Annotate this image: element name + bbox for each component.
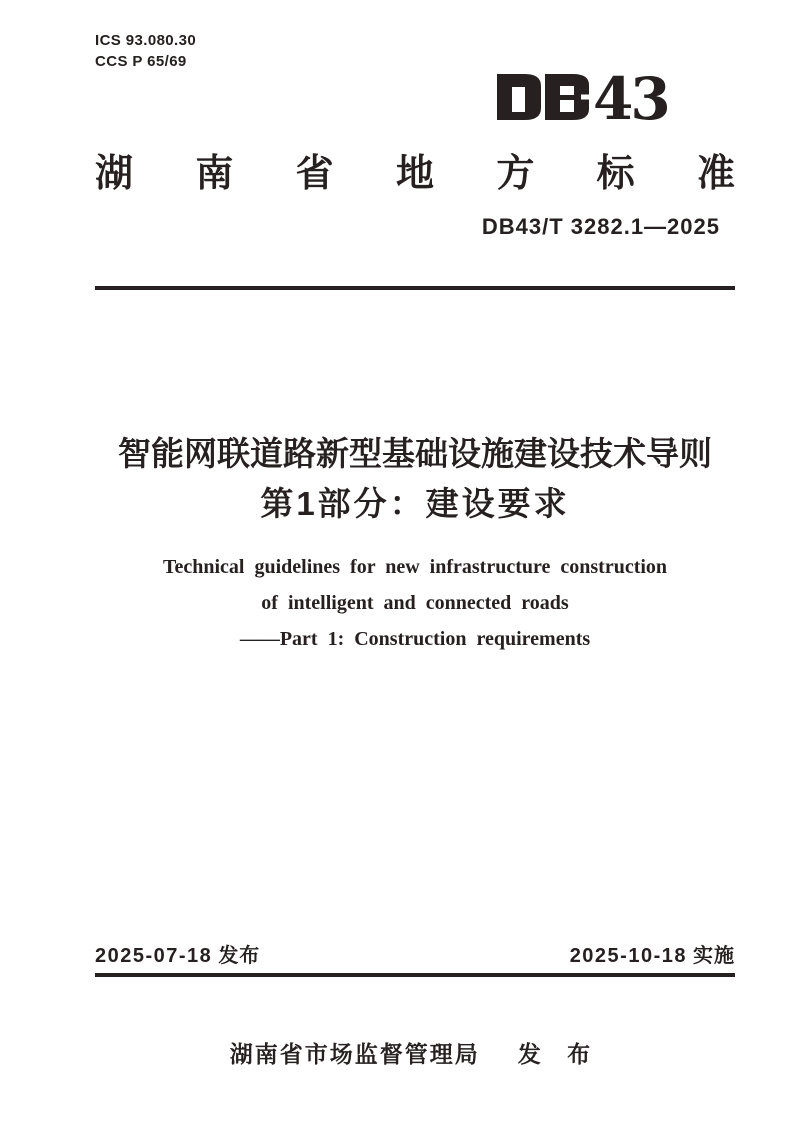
implement-date-group	[570, 944, 735, 968]
title-en-line1: Technical guidelines for new infrastructure construction	[162, 556, 668, 578]
category-char: 湖	[95, 153, 134, 195]
standard-category-title	[95, 152, 735, 196]
category-char: 方	[496, 153, 535, 195]
publish-action-label: 发 布	[517, 1041, 601, 1067]
category-char: 南	[195, 153, 234, 195]
issue-date-group	[95, 944, 260, 968]
title-en-line2: of intelligent and connected roads	[261, 592, 569, 614]
dates-row	[95, 944, 735, 968]
category-char: 地	[395, 153, 434, 195]
ics-code: ICS 93.080.30	[95, 32, 197, 49]
title-zh-line2: 第1部分：建设要求	[260, 485, 570, 522]
publisher-row	[95, 1036, 735, 1069]
category-char: 准	[696, 153, 735, 195]
publisher-name: 湖南省市场监督管理局	[229, 1041, 480, 1067]
title-en-line3: ——Part 1: Construction requirements	[239, 628, 591, 650]
footer-divider-rule	[95, 973, 735, 977]
logo-db-glyphs	[497, 74, 589, 120]
logo-number: 43	[593, 65, 668, 133]
category-char: 标	[596, 153, 635, 195]
title-zh-line1: 智能网联道路新型基础设施建设技术导则	[118, 435, 712, 472]
issue-label: 发布	[218, 945, 261, 967]
title-english	[95, 549, 735, 657]
implement-date: 2025-10-18	[569, 945, 687, 967]
header-divider-rule	[95, 286, 735, 290]
title-chinese	[95, 429, 735, 529]
classification-codes	[95, 30, 196, 72]
standard-number: DB43/T 3282.1—2025	[481, 214, 720, 239]
category-char: 省	[295, 153, 334, 195]
issue-date: 2025-07-18	[95, 945, 213, 967]
db43-logo	[497, 65, 677, 133]
implement-label: 实施	[693, 945, 735, 967]
ccs-code: CCS P 65/69	[95, 53, 187, 70]
